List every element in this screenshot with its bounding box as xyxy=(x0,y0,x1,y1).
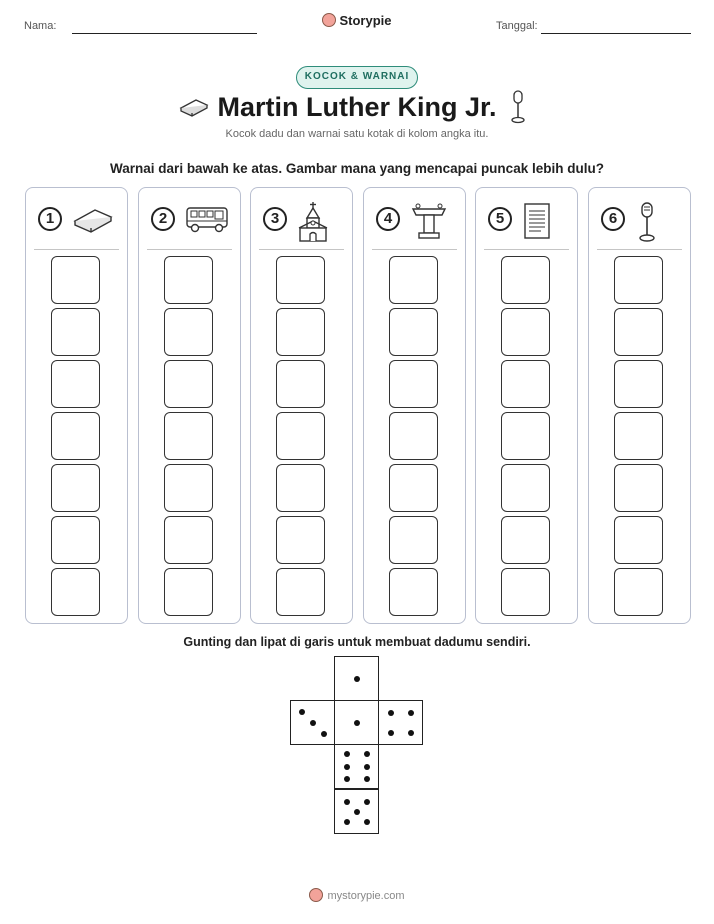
color-box[interactable] xyxy=(501,464,550,512)
storypie-logo-icon xyxy=(322,13,336,27)
color-box[interactable] xyxy=(164,464,213,512)
color-box[interactable] xyxy=(614,516,663,564)
color-box[interactable] xyxy=(501,308,550,356)
die-face-1 xyxy=(334,656,379,701)
die-pip xyxy=(321,731,327,737)
die-pip xyxy=(299,709,305,715)
color-box[interactable] xyxy=(51,412,100,460)
microphone-icon xyxy=(634,201,660,248)
date-label: Tanggal: xyxy=(496,20,538,32)
color-box[interactable] xyxy=(389,412,438,460)
die-face-1 xyxy=(334,700,379,745)
bus-icon xyxy=(184,201,230,240)
color-box[interactable] xyxy=(51,308,100,356)
color-box[interactable] xyxy=(389,568,438,616)
column-divider xyxy=(372,249,457,250)
die-pip xyxy=(364,776,370,782)
die-pip xyxy=(408,730,414,736)
color-box[interactable] xyxy=(501,360,550,408)
color-box[interactable] xyxy=(276,360,325,408)
die-face-5 xyxy=(334,789,379,834)
column-number: 6 xyxy=(601,207,625,231)
die-pip xyxy=(344,799,350,805)
die-face-3 xyxy=(290,700,335,745)
storypie-footer-logo-icon xyxy=(309,888,323,902)
column-2 xyxy=(138,187,241,624)
die-pip xyxy=(344,764,350,770)
document-icon xyxy=(521,201,553,246)
color-box[interactable] xyxy=(501,412,550,460)
color-box[interactable] xyxy=(389,360,438,408)
die-pip xyxy=(364,819,370,825)
die-pip xyxy=(364,799,370,805)
column-number: 3 xyxy=(263,207,287,231)
column-6 xyxy=(588,187,691,624)
column-5 xyxy=(475,187,578,624)
color-box[interactable] xyxy=(164,360,213,408)
column-divider xyxy=(259,249,344,250)
footer xyxy=(0,888,714,902)
die-pip xyxy=(364,751,370,757)
color-box[interactable] xyxy=(389,516,438,564)
name-label: Nama: xyxy=(24,20,57,32)
podium-icon xyxy=(409,201,449,246)
die-pip xyxy=(388,730,394,736)
date-line xyxy=(541,33,691,34)
color-box[interactable] xyxy=(389,464,438,512)
color-box[interactable] xyxy=(614,568,663,616)
microphone-icon xyxy=(508,89,528,125)
color-box[interactable] xyxy=(276,256,325,304)
color-box[interactable] xyxy=(164,516,213,564)
color-box[interactable] xyxy=(276,516,325,564)
column-1 xyxy=(25,187,128,624)
die-face-4 xyxy=(378,700,423,745)
color-box[interactable] xyxy=(51,568,100,616)
color-box[interactable] xyxy=(501,516,550,564)
color-box[interactable] xyxy=(389,308,438,356)
color-box[interactable] xyxy=(51,516,100,564)
color-box[interactable] xyxy=(614,256,663,304)
footer-url: mystorypie.com xyxy=(327,890,405,902)
color-box[interactable] xyxy=(276,568,325,616)
book-icon xyxy=(71,201,115,240)
column-divider xyxy=(597,249,682,250)
column-divider xyxy=(147,249,232,250)
color-box[interactable] xyxy=(276,464,325,512)
brand-name: Storypie xyxy=(339,13,392,28)
color-box[interactable] xyxy=(164,568,213,616)
column-3 xyxy=(250,187,353,624)
column-number: 2 xyxy=(151,207,175,231)
color-box[interactable] xyxy=(614,308,663,356)
brand-logo xyxy=(0,13,714,28)
column-number: 4 xyxy=(376,207,400,231)
die-pip xyxy=(408,710,414,716)
column-divider xyxy=(484,249,569,250)
name-line xyxy=(72,33,257,34)
column-4 xyxy=(363,187,466,624)
color-box[interactable] xyxy=(501,256,550,304)
die-pip xyxy=(344,751,350,757)
die-pip xyxy=(344,776,350,782)
die-pip xyxy=(344,819,350,825)
color-box[interactable] xyxy=(276,308,325,356)
color-box[interactable] xyxy=(164,412,213,460)
color-box[interactable] xyxy=(51,360,100,408)
die-pip xyxy=(310,720,316,726)
color-box[interactable] xyxy=(276,412,325,460)
die-pip xyxy=(354,809,360,815)
color-box[interactable] xyxy=(614,360,663,408)
die-pip xyxy=(354,676,360,682)
color-box[interactable] xyxy=(51,256,100,304)
color-box[interactable] xyxy=(614,464,663,512)
die-face-6 xyxy=(334,744,379,789)
instruction-text: Warnai dari bawah ke atas. Gambar mana yang mencapai puncak lebih dulu? xyxy=(110,161,604,176)
page-subtitle: Kocok dadu dan warnai satu kotak di kolom angka itu. xyxy=(225,128,489,140)
color-box[interactable] xyxy=(51,464,100,512)
color-box[interactable] xyxy=(614,412,663,460)
die-pip xyxy=(364,764,370,770)
column-number: 1 xyxy=(38,207,62,231)
column-number: 5 xyxy=(488,207,512,231)
cut-instruction: Gunting dan lipat di garis untuk membuat dadumu sendiri. xyxy=(183,635,531,649)
activity-badge: KOCOK & WARNAI xyxy=(296,66,418,89)
color-box[interactable] xyxy=(164,256,213,304)
color-box[interactable] xyxy=(164,308,213,356)
page-title: Martin Luther King Jr. xyxy=(217,92,497,122)
die-pip xyxy=(388,710,394,716)
die-pip xyxy=(354,720,360,726)
church-icon xyxy=(296,201,330,248)
column-divider xyxy=(34,249,119,250)
color-box[interactable] xyxy=(501,568,550,616)
color-box[interactable] xyxy=(389,256,438,304)
